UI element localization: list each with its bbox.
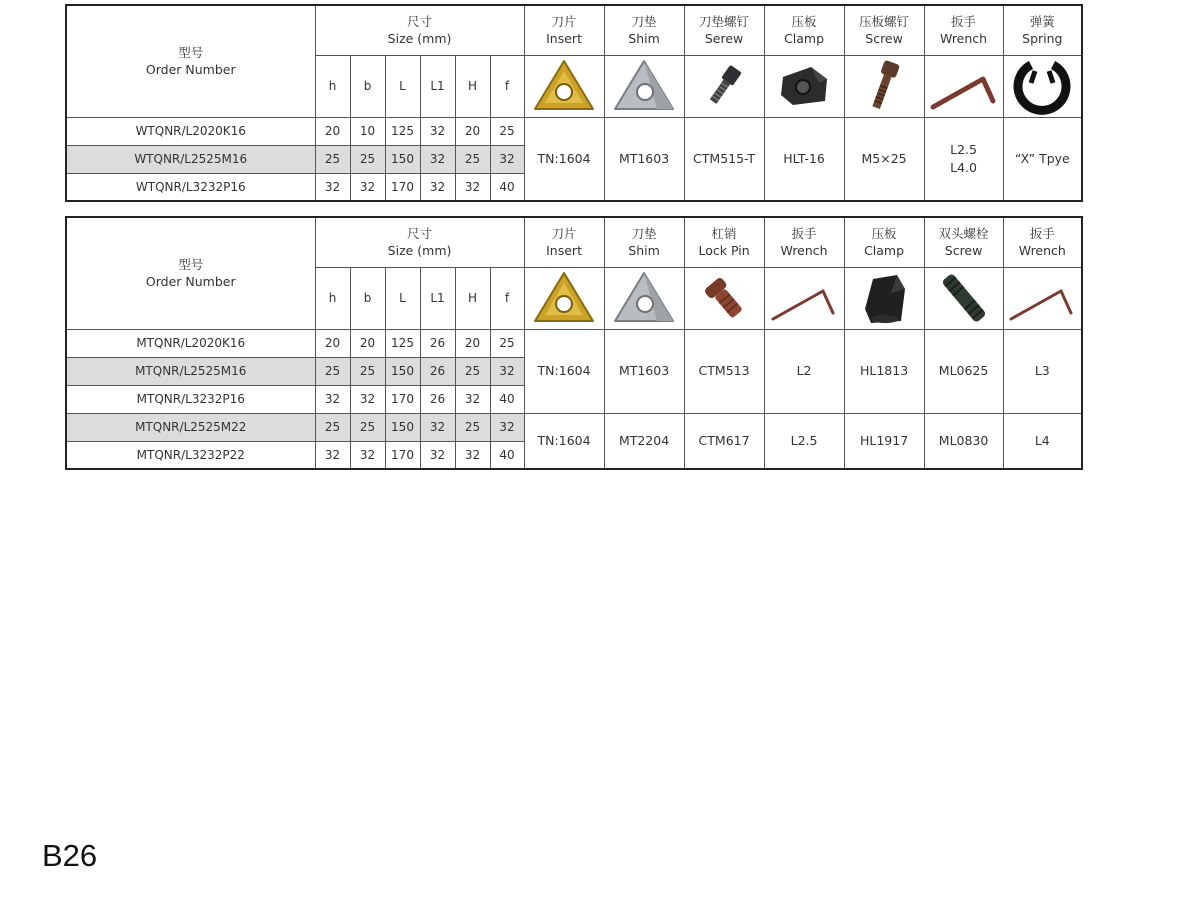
page-number: B26: [42, 838, 98, 873]
dim-value: 26: [420, 329, 455, 357]
shim-value: MT2204: [604, 413, 684, 469]
dim-value: 32: [490, 357, 524, 385]
dim-header-f: f: [490, 55, 524, 117]
spring-value: “X” Tpye: [1003, 117, 1082, 201]
dim-value: 32: [420, 117, 455, 145]
order-number-header: 型号 Order Number: [66, 5, 315, 117]
dim-value: 25: [350, 145, 385, 173]
dim-value: 32: [420, 441, 455, 469]
dim-value: 32: [350, 441, 385, 469]
dim-header-H: H: [455, 55, 490, 117]
dim-header-f: f: [490, 267, 524, 329]
dim-value: 20: [315, 329, 350, 357]
clamp-header: 压板 Clamp: [764, 5, 844, 55]
dim-header-L1: L1: [420, 55, 455, 117]
dim-value: 25: [315, 145, 350, 173]
shim-value: MT1603: [604, 329, 684, 413]
shim-screw-header: 刀垫螺钉 Serew: [684, 5, 764, 55]
dim-header-L: L: [385, 55, 420, 117]
dim-value: 25: [315, 357, 350, 385]
dim-value: 125: [385, 117, 420, 145]
table-row: [66, 117, 1082, 145]
dim-value: 25: [350, 357, 385, 385]
dim-value: 20: [350, 329, 385, 357]
dim-value: 25: [315, 413, 350, 441]
dim-value: 150: [385, 413, 420, 441]
wrench-header-2: 扳手 Wrench: [1003, 217, 1082, 267]
table-row: [66, 413, 1082, 441]
clamp-screw-header: 压板螺钉 Screw: [844, 5, 924, 55]
dim-value: 32: [350, 385, 385, 413]
dim-value: 20: [455, 329, 490, 357]
dim-value: 25: [455, 145, 490, 173]
dim-value: 150: [385, 357, 420, 385]
dim-value: 40: [490, 173, 524, 201]
order-number: WTQNR/L2020K16: [66, 117, 315, 145]
wrench-value: L2: [764, 329, 844, 413]
dim-value: 32: [490, 413, 524, 441]
lock-pin-icon: [684, 267, 764, 329]
order-number: MTQNR/L3232P22: [66, 441, 315, 469]
insert-value: TN:1604: [524, 413, 604, 469]
dim-header-L1: L1: [420, 267, 455, 329]
dim-header-L: L: [385, 267, 420, 329]
shim-icon: [604, 55, 684, 117]
dim-value: 25: [455, 357, 490, 385]
wrench-value: L2.5: [764, 413, 844, 469]
shim-header: 刀垫 Shim: [604, 5, 684, 55]
wrench-value-2: L3: [1003, 329, 1082, 413]
dim-value: 25: [455, 413, 490, 441]
order-number: MTQNR/L2020K16: [66, 329, 315, 357]
dim-value: 32: [420, 413, 455, 441]
shim-icon: [604, 267, 684, 329]
insert-icon: [524, 267, 604, 329]
clamp-value: HL1917: [844, 413, 924, 469]
clamp-icon: [764, 55, 844, 117]
double-screw-value: ML0625: [924, 329, 1003, 413]
shim-screw-value: CTM515-T: [684, 117, 764, 201]
dim-value: 10: [350, 117, 385, 145]
size-header: 尺寸 Size (mm): [315, 5, 524, 55]
double-screw-value: ML0830: [924, 413, 1003, 469]
wrench-icon: [764, 267, 844, 329]
clamp-screw-icon: [844, 55, 924, 117]
dim-header-h: h: [315, 267, 350, 329]
wrench-header: 扳手 Wrench: [764, 217, 844, 267]
spare-parts-table-wtqnr: [65, 4, 1083, 202]
dim-value: 25: [490, 329, 524, 357]
double-screw-icon: [924, 267, 1003, 329]
table-row: [66, 329, 1082, 357]
dim-value: 32: [315, 385, 350, 413]
lock-pin-value: CTM617: [684, 413, 764, 469]
dim-value: 26: [420, 357, 455, 385]
double-screw-header: 双头螺栓 Screw: [924, 217, 1003, 267]
spring-icon: [1003, 55, 1082, 117]
dim-value: 32: [315, 441, 350, 469]
order-number-header: 型号 Order Number: [66, 217, 315, 329]
insert-header: 刀片 Insert: [524, 217, 604, 267]
wrench-value-2: L4: [1003, 413, 1082, 469]
dim-value: 32: [315, 173, 350, 201]
wrench-icon: [1003, 267, 1082, 329]
insert-icon: [524, 55, 604, 117]
dim-value: 20: [315, 117, 350, 145]
dim-header-h: h: [315, 55, 350, 117]
shim-value: MT1603: [604, 117, 684, 201]
dim-value: 40: [490, 441, 524, 469]
wrench-header: 扳手 Wrench: [924, 5, 1003, 55]
spring-header: 弹簧 Spring: [1003, 5, 1082, 55]
dim-value: 32: [420, 173, 455, 201]
dim-header-H: H: [455, 267, 490, 329]
wrench-value: L2.5 L4.0: [924, 117, 1003, 201]
order-number: MTQNR/L2525M22: [66, 413, 315, 441]
clamp-screw-value: M5×25: [844, 117, 924, 201]
order-number: MTQNR/L2525M16: [66, 357, 315, 385]
order-number: MTQNR/L3232P16: [66, 385, 315, 413]
order-number: WTQNR/L3232P16: [66, 173, 315, 201]
dim-value: 32: [420, 145, 455, 173]
insert-value: TN:1604: [524, 329, 604, 413]
dim-value: 170: [385, 173, 420, 201]
dim-value: 32: [455, 441, 490, 469]
shim-screw-icon: [684, 55, 764, 117]
dim-value: 40: [490, 385, 524, 413]
spare-parts-table-mtqnr: [65, 216, 1083, 470]
shim-header: 刀垫 Shim: [604, 217, 684, 267]
dim-value: 20: [455, 117, 490, 145]
dim-value: 170: [385, 441, 420, 469]
dim-value: 32: [455, 385, 490, 413]
dim-value: 32: [350, 173, 385, 201]
wrench-icon: [924, 55, 1003, 117]
dim-value: 26: [420, 385, 455, 413]
clamp-header: 压板 Clamp: [844, 217, 924, 267]
dim-value: 32: [490, 145, 524, 173]
insert-header: 刀片 Insert: [524, 5, 604, 55]
dim-header-b: b: [350, 267, 385, 329]
dim-header-b: b: [350, 55, 385, 117]
lock-pin-value: CTM513: [684, 329, 764, 413]
clamp-icon: [844, 267, 924, 329]
clamp-value: HLT-16: [764, 117, 844, 201]
order-number: WTQNR/L2525M16: [66, 145, 315, 173]
dim-value: 25: [350, 413, 385, 441]
dim-value: 150: [385, 145, 420, 173]
size-header: 尺寸 Size (mm): [315, 217, 524, 267]
clamp-value: HL1813: [844, 329, 924, 413]
dim-value: 170: [385, 385, 420, 413]
insert-value: TN:1604: [524, 117, 604, 201]
dim-value: 32: [455, 173, 490, 201]
dim-value: 25: [490, 117, 524, 145]
lock-pin-header: 杠销 Lock Pin: [684, 217, 764, 267]
dim-value: 125: [385, 329, 420, 357]
